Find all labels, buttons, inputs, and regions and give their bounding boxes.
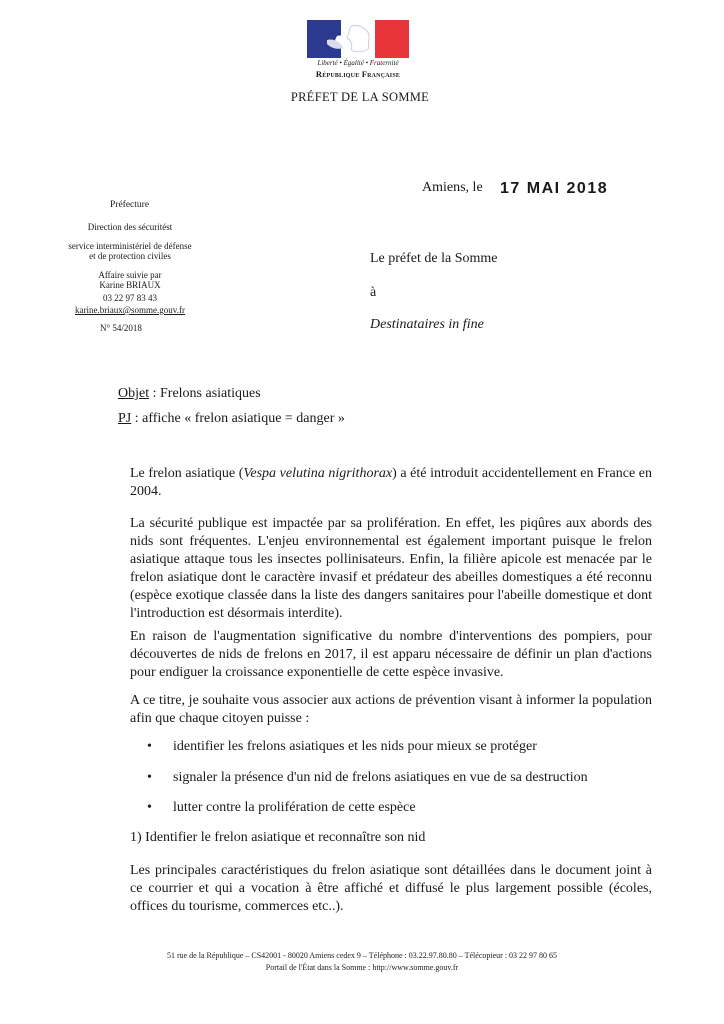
reference-number: N° 54/2018 xyxy=(100,323,142,333)
attachment-label: PJ xyxy=(118,411,132,426)
subject-text: : Frelons asiatiques xyxy=(149,386,261,401)
bullet-text: lutter contre la prolifération de cette espèce xyxy=(173,800,416,815)
bullet-icon: • xyxy=(147,739,152,754)
affaire-line-1: Affaire suivie par xyxy=(98,270,162,280)
footer-portal: Portail de l'État dans la Somme : http://www.somme.gouv.fr xyxy=(265,963,459,972)
recipients: Destinataires in fine xyxy=(370,317,484,332)
subject-line xyxy=(118,386,261,402)
bullet-item xyxy=(147,739,537,755)
attachment-text: : affiche « frelon asiatique = danger » xyxy=(131,411,345,426)
p1-start: Le frelon asiatique ( xyxy=(130,466,244,481)
paragraph-2: La sécurité publique est impactée par sa prolifération. En effet, les piqûres aux abords des nids sont fréquentes. L'enjeu environnemental est également important puisque le frelon asiatique attaque tous les insectes pollinisateurs. Enfin, la filière apicole est menacée par le frelon asiatique dont le caractère invasif et prédateur des abeilles domestiques a été reconnu (espèce exotique classée dans la liste des dangers sanitaires pour l'abeille domestique et dont l'introduction est désormais interdite). xyxy=(130,516,652,621)
prefecture-label: Préfecture xyxy=(110,200,150,210)
recipient-preposition: à xyxy=(370,285,377,300)
attachment-line xyxy=(118,411,345,427)
motto: Liberté • Égalité • Fraternité xyxy=(317,59,399,67)
paragraph-5: Les principales caractéristiques du frelon asiatique sont détaillées dans le document joint à ce courrier et qui a vocation à être affiché et diffusé le plus largement possible (écoles, offices du tourisme, commerces etc..). xyxy=(130,863,652,914)
bullet-text: signaler la présence d'un nid de frelons asiatiques en vue de sa destruction xyxy=(173,770,588,785)
p1-end: ) a été introduit accidentellement en France en 2004. xyxy=(130,466,652,499)
marianne-logo xyxy=(307,20,409,58)
bullet-item xyxy=(147,770,588,786)
subject-label: Objet xyxy=(118,386,150,401)
section-heading: 1) Identifier le frelon asiatique et reconnaître son nid xyxy=(130,830,426,845)
affaire-line-2: Karine BRIAUX xyxy=(99,280,161,290)
contact-email-link[interactable]: karine.briaux@somme.gouv.fr xyxy=(75,305,185,315)
footer-address: 51 rue de la République – CS42001 - 80020 Amiens cedex 9 – Téléphone : 03.22.97.80.80 – Télécopieur : 03 22 97 80 65 xyxy=(166,951,558,960)
place-label: Amiens, le xyxy=(422,180,483,195)
bullet-icon: • xyxy=(147,800,152,815)
paragraph-3: En raison de l'augmentation significative du nombre d'interventions des pompiers, pour découvertes de nids de frelons en 2017, il est apparu nécessaire de définir un plan d'actions pour endiguer la croissance exponentielle de cette espèce invasive. xyxy=(130,629,652,680)
bullet-item xyxy=(147,800,416,816)
service-line-2: et de protection civiles xyxy=(89,251,171,261)
sender: Le préfet de la Somme xyxy=(370,251,498,266)
contact-phone: 03 22 97 83 43 xyxy=(103,293,157,303)
bullet-icon: • xyxy=(147,770,152,785)
date-stamp: 17 MAI 2018 xyxy=(500,180,609,197)
bullet-text: identifier les frelons asiatiques et les nids pour mieux se protéger xyxy=(173,739,537,754)
republic-label: République Française xyxy=(315,69,401,79)
prefet-title: PRÉFET DE LA SOMME xyxy=(290,90,430,104)
species-name: Vespa velutina nigrithorax xyxy=(243,466,393,481)
service-line-1: service interministériel de défense xyxy=(68,241,192,251)
paragraph-4: A ce titre, je souhaite vous associer aux actions de prévention visant à informer la population afin que chaque citoyen puisse : xyxy=(130,693,652,726)
direction-label: Direction des sécuritést xyxy=(87,222,173,232)
paragraph-1 xyxy=(130,465,652,501)
